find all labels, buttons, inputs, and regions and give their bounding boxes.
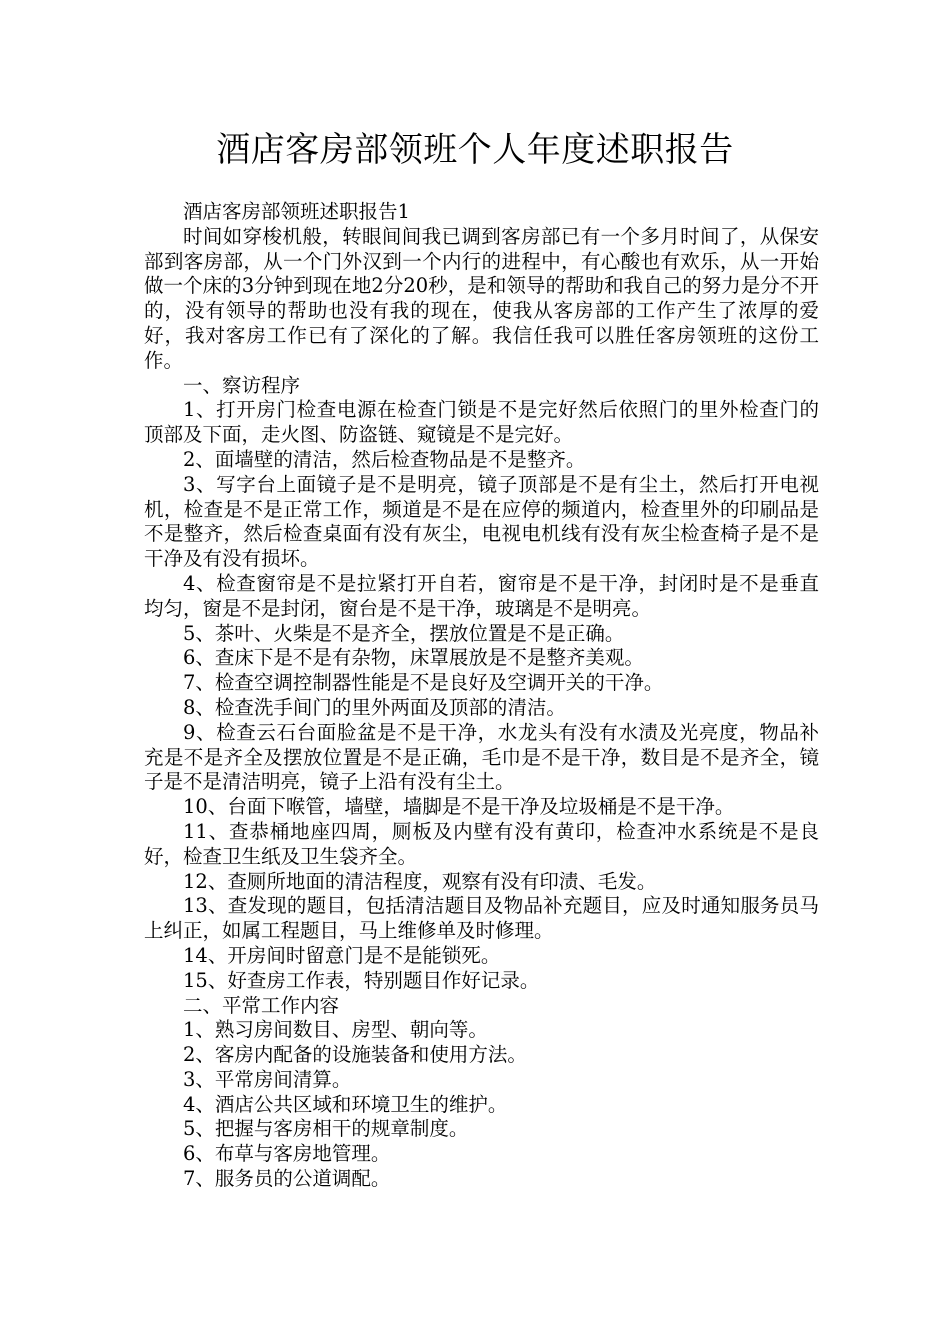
paragraph: 4、检查窗帘是不是拉紧打开自若，窗帘是不是干净，封闭时是不是垂直均匀，窗是不是封闭，窗台是不是干净，玻璃是不是明亮。: [144, 571, 819, 620]
paragraph: 14、开房间时留意门是不是能锁死。: [183, 943, 501, 967]
paragraph: 1、熟习房间数目、房型、朝向等。: [183, 1018, 488, 1042]
paragraph: 3、平常房间清算。: [183, 1067, 352, 1091]
paragraph: 时间如穿梭机般，转眼间间我已调到客房部已有一个多月时间了，从保安部到客房部，从一个门外汉到一个内行的进程中，有心酸也有欢乐，从一开始做一个床的3分钟到现在地2分20秒，是和领导的帮助和我自己的努力是分不开的，没有领导的帮助也没有我的现在，使我从客房部的工作产生了浓厚的爱好，我对客房工作已有了深化的了解。我信任我可以胜任客房领班的这份工作。: [144, 224, 819, 372]
paragraph: 4、酒店公共区域和环境卫生的维护。: [183, 1092, 508, 1116]
paragraph: 12、查厕所地面的清洁程度，观察有没有印渍、毛发。: [183, 869, 657, 893]
paragraph: 酒店客房部领班述职报告1: [183, 200, 410, 223]
paragraph: 6、布草与客房地管理。: [183, 1142, 391, 1166]
paragraph: 7、检查空调控制器性能是不是良好及空调开关的干净。: [183, 671, 664, 695]
paragraph: 2、面墙壁的清洁，然后检查物品是不是整齐。: [183, 447, 586, 471]
paragraph: 二、平常工作内容: [183, 993, 340, 1017]
paragraph: 15、好查房工作表，特别题目作好记录。: [183, 968, 540, 992]
paragraph: 3、写字台上面镜子是不是明亮，镜子顶部是不是有尘土，然后打开电视机，检查是不是正常工作，频道是不是在应停的频道内，检查里外的印刷品是不是整齐，然后检查桌面有没有灰尘，电视电机线有没有灰尘检查椅子是不是干净及有没有损坏。: [144, 472, 819, 571]
paragraph: 5、把握与客房相干的规章制度。: [183, 1117, 469, 1141]
paragraph: 7、服务员的公道调配。: [183, 1167, 391, 1191]
paragraph: 1、打开房门检查电源在检查门锁是不是完好然后依照门的里外检查门的顶部及下面，走火图、防盗链、窥镜是不是完好。: [144, 398, 819, 447]
document-body: [144, 200, 819, 1192]
paragraph: 一、察访程序: [183, 373, 301, 397]
paragraph: 2、客房内配备的设施装备和使用方法。: [183, 1043, 527, 1067]
paragraph: 5、茶叶、火柴是不是齐全，摆放位置是不是正确。: [183, 621, 625, 645]
paragraph: 6、查床下是不是有杂物，床罩展放是不是整齐美观。: [183, 646, 644, 670]
paragraph: 8、检查洗手间门的里外两面及顶部的清洁。: [183, 695, 566, 719]
paragraph: 13、查发现的题目，包括清洁题目及物品补充题目，应及时通知服务员马上纠正，如属工程题目，马上维修单及时修理。: [144, 894, 819, 943]
paragraph: 11、查恭桶地座四周，厕板及内壁有没有黄印，检查冲水系统是不是良好，检查卫生纸及卫生袋齐全。: [144, 819, 819, 868]
paragraph: 9、检查云石台面脸盆是不是干净，水龙头有没有水渍及光亮度，物品补充是不是齐全及摆放位置是不是正确，毛巾是不是干净，数目是不是齐全，镜子是不是清洁明亮，镜子上沿有没有尘土。: [144, 720, 819, 794]
paragraph: 10、台面下喉管，墙壁，墙脚是不是干净及垃圾桶是不是干净。: [183, 795, 735, 819]
document-title: 酒店客房部领班个人年度述职报告: [216, 130, 734, 170]
